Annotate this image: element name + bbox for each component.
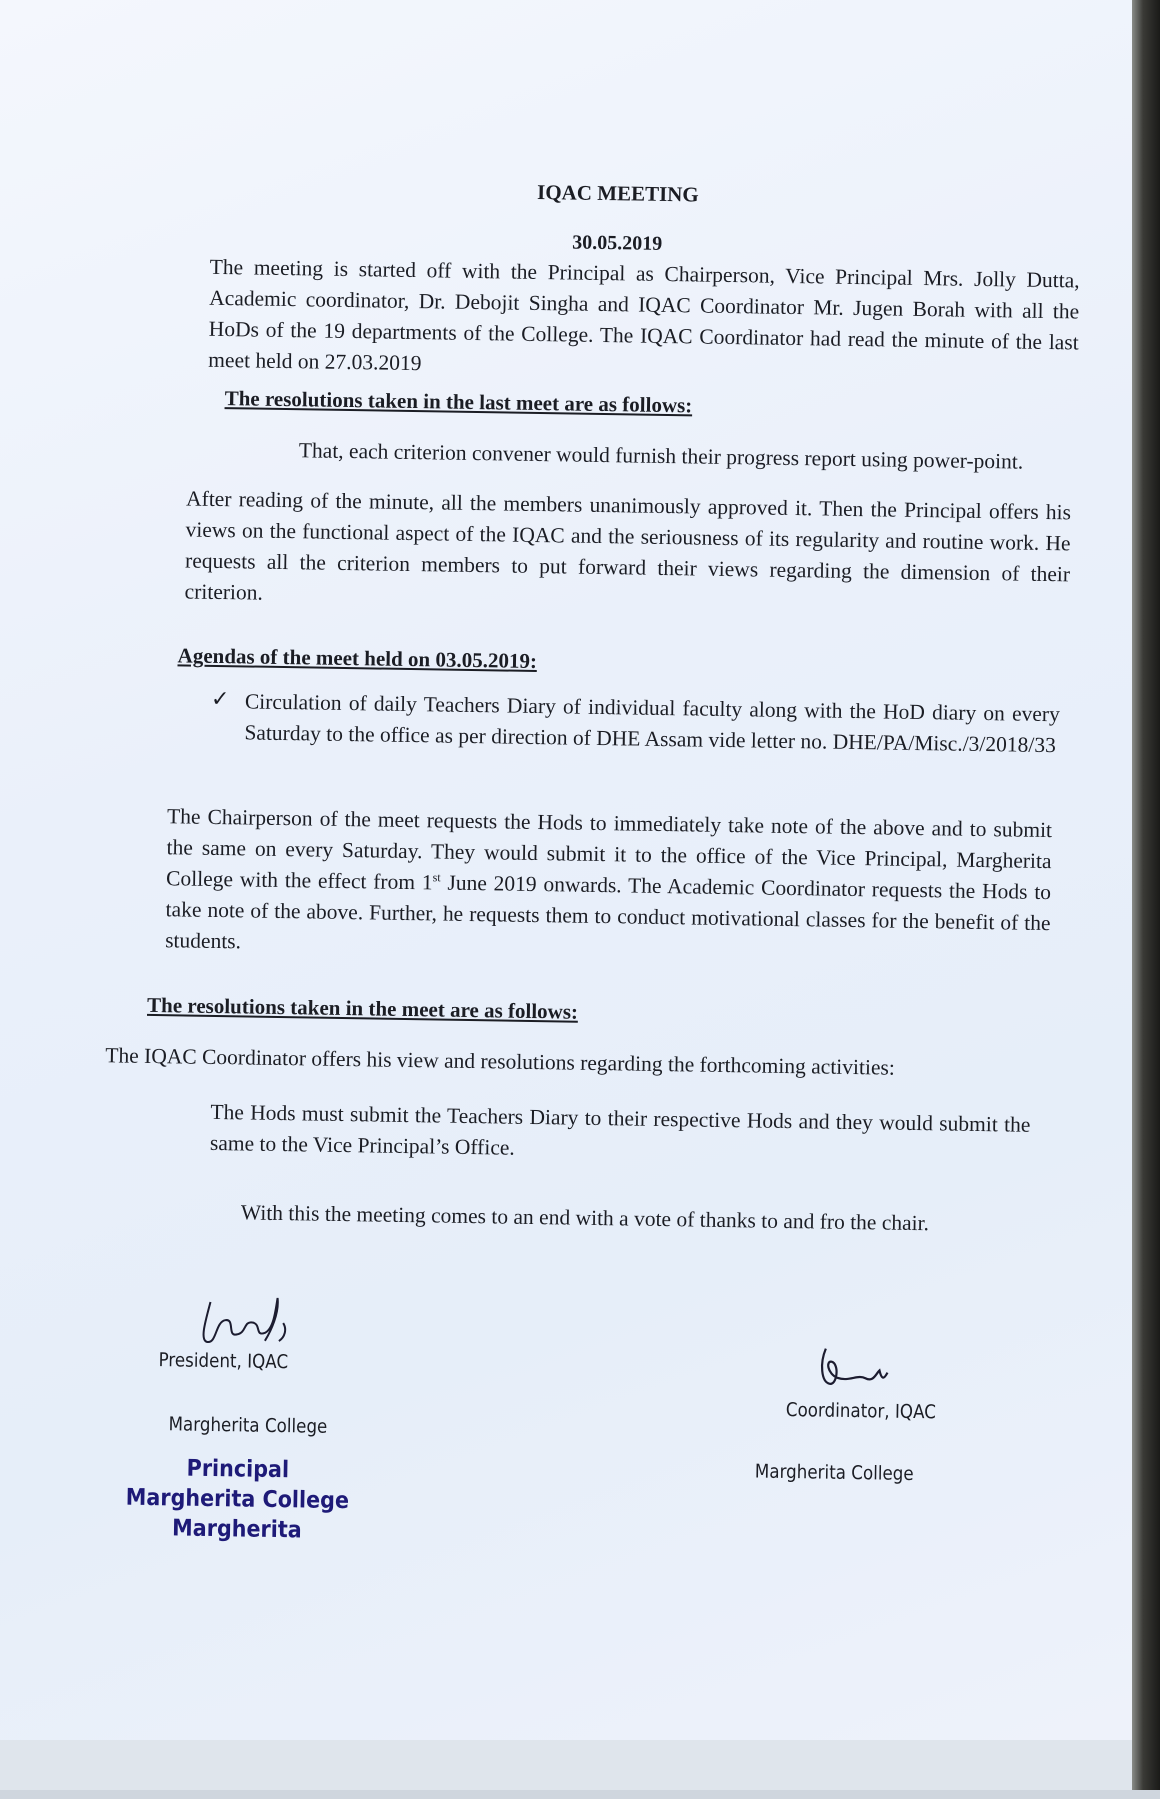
resolution-text: The Hods must submit the Teachers Diary to their respective Hods and they would submit the same to the Vice Principal’s Office. — [209, 1099, 1031, 1160]
chair-text-a: The Chairperson of the meet requests the Hods to immediately take note of the above and to submit the same on every Saturday. They would submit it to the office of the Vice Principal, Margherita College with the effect from 1 — [165, 804, 1053, 895]
intro-paragraph: The meeting is started off with the Principal as Chairperson, Vice Principal Mrs. Jolly Dutta, Academic coordinator, Dr. Debojit Singha and IQAC Coordinator Mr. Jugen Borah with all the HoDs of the 19 departments of the College. The IQAC Coordinator had read the minute of the last meet held on 27.03.2019 — [208, 254, 1080, 376]
last-resolutions-heading: The resolutions taken in the last meet are as follows: — [224, 386, 693, 418]
president-signature — [195, 1292, 301, 1352]
last-resolution-text: That, each criterion convener would furnish their progress report using power-point. — [298, 438, 1024, 474]
coordinator-title: Coordinator, IQAC — [785, 1399, 937, 1424]
document-title: IQAC MEETING — [536, 179, 699, 207]
chair-text-b: June 2019 onwards. The Academic Coordinator requests the Hods to take note of the above. Further, he requests them to conduct motivational classes for the benefit of the students. — [164, 870, 1052, 954]
chair-sup: st — [432, 870, 441, 885]
stamp-line-2: Margherita College — [125, 1484, 350, 1515]
document-date: 30.05.2019 — [572, 231, 663, 255]
principal-stamp — [111, 1452, 364, 1546]
coordinator-line: The IQAC Coordinator offers his view and resolutions regarding the forthcoming activities: — [105, 1043, 896, 1080]
resolutions-heading: The resolutions taken in the meet are as follows: — [146, 992, 579, 1024]
agenda-heading: Agendas of the meet held on 03.05.2019: — [177, 643, 538, 674]
coordinator-signature — [817, 1344, 898, 1390]
president-title: President, IQAC — [158, 1349, 289, 1374]
president-org: Margherita College — [168, 1413, 328, 1438]
chair-paragraph — [165, 801, 1052, 970]
coordinator-org: Margherita College — [754, 1460, 914, 1486]
stamp-line-1: Principal — [186, 1455, 290, 1484]
approval-paragraph: After reading of the minute, all the members unanimously approved it. Then the Principal offers his views on the functional aspect of the IQAC and the seriousness of its regularity and routine work. He requests all the criterion members to put forward their views regarding the dimension of their criterion. — [184, 486, 1072, 605]
agenda-item: Circulation of daily Teachers Diary of individual faculty along with the HoD diary on every Saturday to the office as per direction of DHE Assam vide letter no. DHE/PA/Misc./3/2018/33 — [244, 689, 1061, 758]
stamp-line-3: Margherita — [171, 1515, 302, 1544]
checkmark-icon: ✓ — [210, 685, 230, 712]
closing-text: With this the meeting comes to an end with a vote of thanks to and fro the chair. — [240, 1200, 930, 1236]
